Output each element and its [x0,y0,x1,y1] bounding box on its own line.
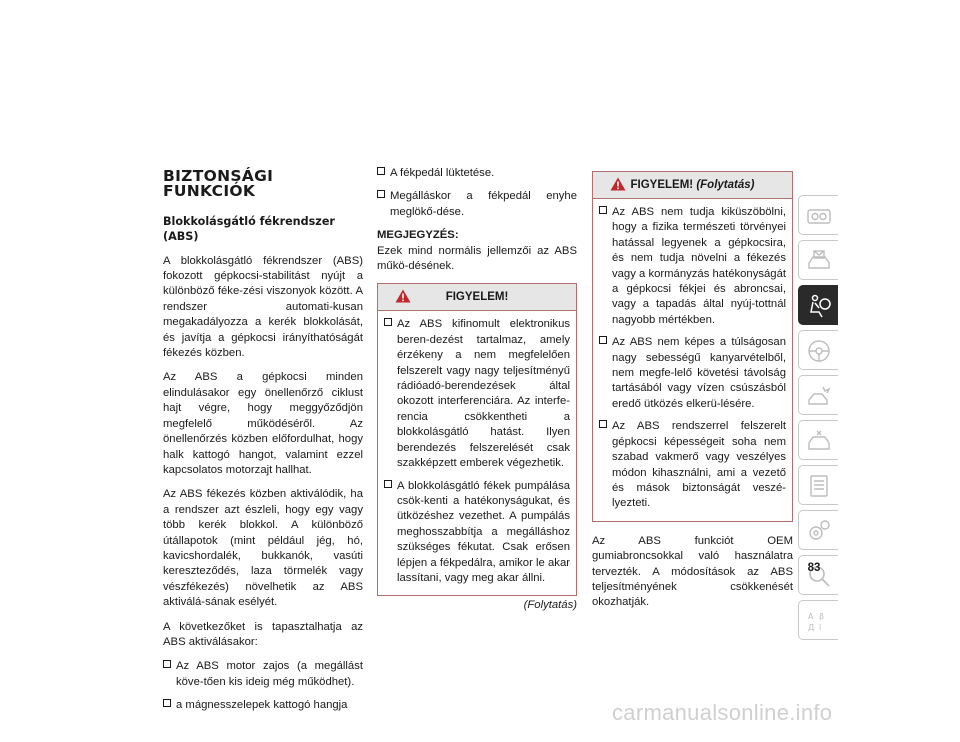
bullet-item [163,698,363,713]
tab-service[interactable] [798,420,838,460]
warning-triangle-icon [610,177,626,191]
car-service-icon [805,427,833,455]
bullet-item [599,205,786,328]
checkbox-bullet-icon [377,190,385,198]
paragraph: A következőket is tapasztalhatja az ABS aktiválásakor: [163,620,363,648]
tab-languages[interactable] [798,600,838,640]
checkbox-bullet-icon [384,318,392,326]
warning-title: FIGYELEM! [445,291,509,304]
warning-title: FIGYELEM! [630,179,694,191]
warning-header [378,284,576,311]
checkbox-bullet-icon [163,699,171,707]
tab-getting-to-know[interactable] [798,240,838,280]
watermark: carmanualsonline.info [612,700,833,725]
subsection-title: Blokkolásgátló fékrendszer (ABS) [163,214,335,244]
tab-safety[interactable] [798,285,838,325]
checkbox-bullet-icon [599,420,607,428]
multilingual-icon [805,607,833,635]
bullet-text: Az ABS motor zajos (a megállást köve-tően kis ideig még működhet). [176,660,363,688]
bullet-item [599,419,786,511]
warning-body [378,311,576,595]
paragraph: A blokkolásgátló fékrendszer (ABS) fokozott gépkocsi-stabilitást nyújt a különböző féke-zési viszonyok között. A rendszer automati-kusan megakadályozza a kerék blokkolását, és javítja a gépkocsi irányíthatóságát fékezés közben. [163,254,363,360]
airbag-seat-icon [805,292,833,320]
checkbox-bullet-icon [377,167,385,175]
tab-specifications[interactable] [798,465,838,505]
bullet-text: A blokkolásgátló fékek pumpálása csök-kenti a hatékonyságukat, és ütközéshez vezethet. A pumpálás meghosszabbítja a megálláshoz szükséges fékutat. Csak erősen lépjen a fékpedálra, amikor le akar lassítani, vagy meg akar állni. [397,479,570,584]
bullet-text: A fékpedál lüktetése. [390,167,495,179]
page-number: 83 [807,562,821,574]
note-text: Ezek mind normális jellemzői az ABS műkö-désének. [377,244,577,273]
bullet-text: Az ABS nem tudja kiküszöbölni, hogy a fizika természeti törvényei hatással legyenek a gépkocsira, és nem tudja növelni a fékezés vagy a kormányzás hatékonyságát a gépkocsi fékjei és abroncsai, vagy a tapadás által nyúj-tottnál nagyobb mértékben. [612,206,786,326]
svg-text:ا: ا [819,623,822,632]
bullet-item [163,659,363,690]
bullet-text: Megálláskor a fékpedál enyhe meglökő-dése. [390,190,577,218]
paragraph: Az ABS a gépkocsi minden elindulásakor egy önellenőrző ciklust hajt végre, hogy meggyőződjön megfelelő működéséről. Az önellenőrzés közben előfordulhat, hogy halk kattogó hangot, valamint ezzel kapcsolatos motorzajt hallhat. [163,371,363,476]
car-crash-icon [805,382,833,410]
car-envelope-icon [805,247,833,275]
paragraph: Az ABS fékezés közben aktiválódik, ha a rendszer azt észleli, hogy egy vagy több kerék blokkol. A különböző útállapotok (mint például jég, hó, kavicshordalék, bukkanók, vasúti kereszteződés, laza törmelék vagy vészfékezés) növelhetik az ABS aktiválá-sának esélyét. [163,488,363,609]
tab-multimedia[interactable] [798,510,838,550]
bullet-item [384,317,570,471]
gears-icon [805,517,833,545]
checklist-icon [805,472,833,500]
chapter-tabs [798,195,838,645]
bullet-item [377,166,577,181]
column-2 [377,166,577,614]
warning-triangle-icon [395,289,411,303]
svg-text:Д: Д [808,623,815,632]
bullet-text: Az ABS kifinomult elektronikus beren-dezést tartalmaz, amely érzékeny a nem megfelelően felszerelt vagy nagy teljesítményű rádióadó-berendezések által okozott interferenciára. Az interfe-rencia csökkentheti a blokkolásgátló hatást. Ilyen berendezés felszerelését csak szakképzett emberek végezhetik. [397,318,570,470]
warning-title-suffix: (Folytatás) [696,179,755,191]
paragraph: Az ABS funkciót OEM gumiabroncsokkal való használatra tervezték. A módosítások az ABS teljesítményének csökkenését okozhatják. [592,534,793,609]
continued-label: (Folytatás) [523,599,577,612]
checkbox-bullet-icon [163,660,171,668]
column-1 [163,166,363,722]
tab-index[interactable] [798,555,838,595]
tab-dashboard[interactable] [798,195,838,235]
bullet-text: a mágnesszelepek kattogó hangja [176,699,348,712]
warning-box [592,171,793,522]
warning-body [593,199,792,521]
checkbox-bullet-icon [599,336,607,344]
bullet-text: Az ABS nem képes a túlságosan nagy sebességű kanyarvételből, nem megfe-lelő követési távolság tartásából vagy vízen csúszásból eredő ütközés elkerü-lésére. [612,336,786,410]
checkbox-bullet-icon [599,206,607,214]
column-3 [592,166,793,620]
bullet-text: Az ABS rendszerrel felszerelt gépkocsi képességeit soha nem szabad vakmerő vagy veszélyes módon kihasználni, ami a vezető és mások biztonságát veszé-lyezteti. [612,420,786,510]
bullet-item [599,335,786,412]
bullet-item [384,479,570,587]
warning-box [377,283,577,596]
svg-text:A: A [808,612,814,621]
note-heading: MEGJEGYZÉS: [377,229,459,242]
section-title: BIZTONSÁGI FUNKCIÓK [163,167,274,201]
bullet-item [377,189,577,220]
tab-starting[interactable] [798,330,838,370]
warning-header [593,172,792,199]
steering-wheel-icon [805,337,833,365]
svg-text:β: β [819,612,825,621]
car-dashboard-icon [805,202,833,230]
tab-emergency[interactable] [798,375,838,415]
checkbox-bullet-icon [384,480,392,488]
